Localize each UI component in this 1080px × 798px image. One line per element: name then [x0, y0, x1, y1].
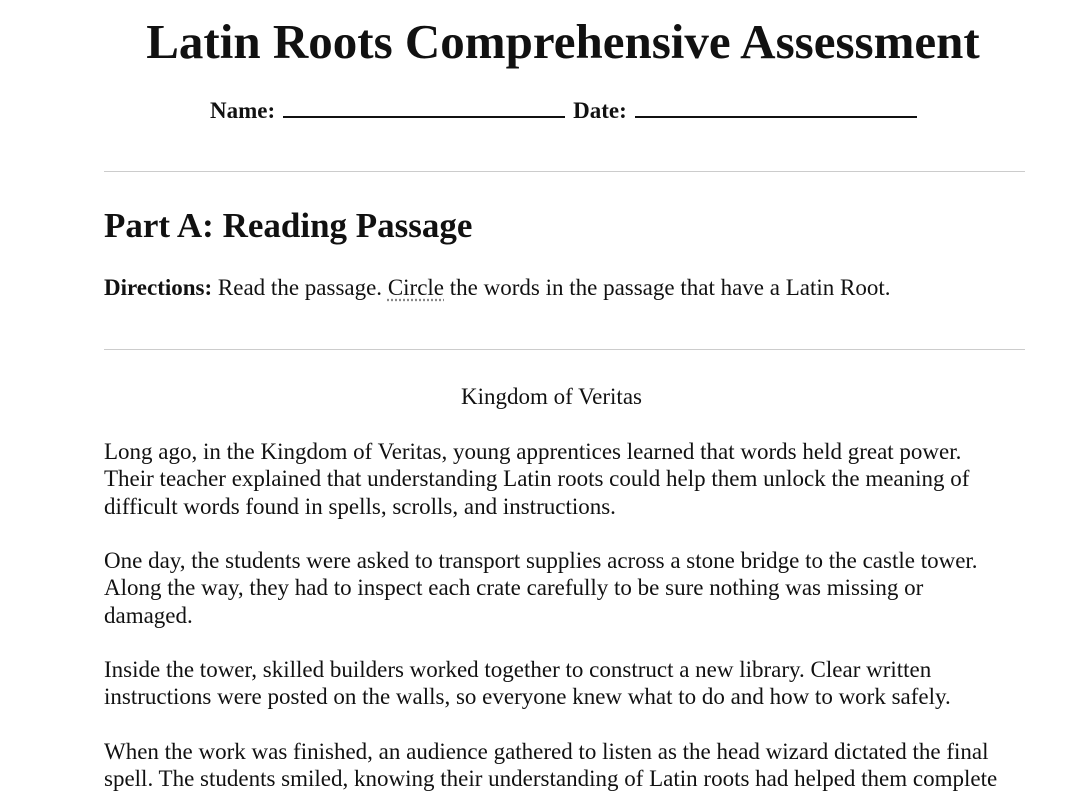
passage-line: spell. The students smiled, knowing their understanding of Latin roots had helped them complete — [104, 766, 998, 792]
passage-paragraph-1 — [104, 438, 1034, 520]
name-label: Name: — [210, 98, 276, 123]
divider-top — [104, 171, 1025, 172]
passage-line: Long ago, in the Kingdom of Veritas, young apprentices learned that words held great power. — [104, 439, 962, 464]
passage-paragraph-3 — [104, 656, 1034, 711]
part-a-heading: Part A: Reading Passage — [104, 206, 473, 245]
passage-line: Their teacher explained that understanding Latin roots could help them unlock the meaning of — [104, 466, 970, 492]
passage-line: Along the way, they had to inspect each crate carefully to be sure nothing was missing or — [104, 575, 924, 601]
passage-line: difficult words found in spells, scrolls, and instructions. — [104, 493, 616, 519]
passage-paragraph-4 — [104, 738, 1034, 793]
passage-line: One day, the students were asked to transport supplies across a stone bridge to the castle tower. — [104, 548, 978, 573]
passage-line: Inside the tower, skilled builders worked together to construct a new library. Clear written — [104, 657, 932, 682]
date-label: Date: — [573, 98, 627, 123]
divider-bottom — [104, 349, 1025, 350]
name-blank-line[interactable] — [283, 96, 565, 118]
passage-title: Kingdom of Veritas — [460, 384, 642, 409]
date-blank-line[interactable] — [635, 96, 917, 118]
directions-label: Directions: — [104, 275, 213, 300]
passage-line: instructions were posted on the walls, so everyone knew what to do and how to work safely. — [104, 684, 951, 710]
directions-line — [104, 273, 890, 303]
directions-text-before: Read the passage. — [217, 275, 383, 300]
passage-paragraph-2 — [104, 547, 1034, 629]
passage-line: When the work was finished, an audience gathered to listen as the head wizard dictated the final — [104, 739, 989, 764]
directions-text-after: the words in the passage that have a Latin Root. — [449, 275, 891, 300]
passage-line: damaged. — [104, 602, 193, 628]
directions-circle-word: Circle — [387, 275, 445, 300]
name-date-line — [210, 96, 925, 125]
document-title: Latin Roots Comprehensive Assessment — [146, 14, 980, 69]
